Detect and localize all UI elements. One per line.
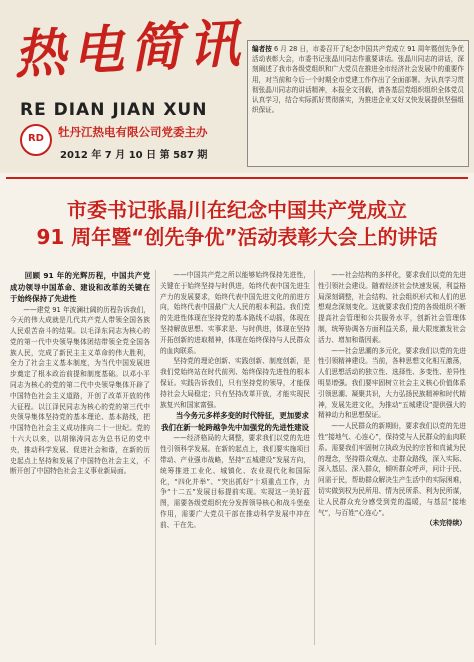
main-headline [0,197,474,251]
editor-note-box [247,40,469,167]
to-be-continued: （未完待续） [425,519,466,528]
article-paragraph-6: ——社会思潮的多元化，要求我们以党的先进性引领精神建设。当前，各种思想文化相互激荡，人们思想活动的独立性、选择性、多变性、差异性明显增强。我们要牢固树立社会主义核心价值体系引领思潮、凝聚共识，大力弘扬民族精神和时代精神，发展先进文化，为推动“五城建设”提供强大的精神动力和思想保证。 [318,346,466,420]
article-column-1 [10,270,150,650]
red-divider [6,177,468,179]
logo-text: RD [27,133,44,144]
sponsor-line: 牡丹江热电有限公司党委主办 [58,125,208,139]
newsletter-pinyin: RE DIAN JIAN XUN [20,100,208,120]
column-rule-2 [314,270,315,645]
article-paragraph-2: ——中国共产党之所以能够始终保持先进性，关键在于始终坚持与时俱进，始终代表中国先进生产力的发展要求，始终代表中国先进文化的前进方向，始终代表中国最广大人民的根本利益。我们党的先进性体现在坚持党的基本路线不动摇，体现在坚持解放思想、实事求是、与时俱进，体现在坚持开拓创新的进取精神，体现在始终保持与人民群众的血肉联系。 [160,271,310,355]
section-heading-2: 当今务元多样多变的时代特征，更加要求我们在新一轮跨越争先中加强党的先进性建设 [161,411,309,432]
article-paragraph-1: ——建党 91 年波澜壮阔的历程告诉我们，今天的伟大成就是几代共产党人带领全国各族人民艰苦奋斗的结果。以毛泽东同志为核心的党的第一代中央领导集体团结带领全党全国各族人民，完成了新民主主义革命的伟大胜利，全力了社会主义基本制度，为当代中国发展进步奠定了根本政治前提和制度基础。以邓小平同志为核心的党的第二代中央领导集体开辟了中国特色社会主义道路，开创了改革开放的伟大征程。以江泽民同志为核心的党的第三代中央领导集体坚持党的基本理论、基本路线，把中国特色社会主义成功推向二十一世纪。党的十六大以来，以胡锦涛同志为总书记的党中央，推动科学发展、促进社会和谐，在新的历史起点上坚持和发展了中国特色社会主义，不断开创了中国特色社会主义事业新局面。 [10,305,150,476]
headline-line-2: 91 周年暨“创先争优”活动表彰大会上的讲话 [36,225,438,249]
issue-date: 2012 年 7 月 10 日 第 587 期 [60,150,208,161]
editor-note-lead: 编者按 [252,45,272,53]
article-paragraph-7: ——人民群众的新期盼，要求我们以党的先进性“接地气、心连心”，保持党与人民群众的血肉联系。需要我们牢固树立执政为民的宗旨和真诚为民的理念，坚持群众观点、走群众路线，深入实际、深入基层、深入群众，倾听群众呼声，问计于民、问需于民，帮助群众解决生产生活中的实际困难，切实做到权为民所用、情为民所系、利为民所谋，让人民群众充分感受到党的温暖，与基层“接地气”，与百姓“心连心”。 [318,422,466,517]
column-rule-1 [155,270,156,645]
masthead [0,0,474,173]
article-paragraph-5: ——社会结构的多样化，要求我们以党的先进性引领社会建设。随着经济社会快速发展，利益格局深刻调整，社会结构、社会组织形式和人们的思想观念深刻变化。这就要求我们党的各级组织不断提高社会管理和公共服务水平，创新社会管理体制，统筹协调各方面利益关系，最大限度激发社会活力、增加和谐因素。 [318,271,466,344]
section-heading-1: 回顾 91 年的光辉历程，中国共产党成功领导中国革命、建设和改革的关键在于始终保持了先进性 [10,271,150,303]
newsletter-title: 热电简讯 [12,12,248,86]
article-paragraph-3: 坚持党的理论创新、实践创新、制度创新，是我们党始终站在时代前列、始终保持先进性的根本保证。实践告诉我们，只有坚持党的领导，才能保持社会大局稳定；只有坚持改革开放，才能实现民族复兴和国家富强。 [160,357,310,409]
editor-note-text: 6 月 28 日，市委召开了纪念中国共产党成立 91 周年暨创先争优活动表彰大会，市委书记张晶川同志作重要讲话。张晶川同志的讲话，深刻阐述了我市各级党组织和广大党员在推进全市经济社会发展中的重要作用，对当前和今后一个时期全市党建工作作出了全面部署。为认真学习贯彻张晶川同志的讲话精神，本报全文刊载，请各基层党组织组织全体党员认真学习，结合实际抓好贯彻落实，为推进企业又好又快发展提供坚强组织保证。 [252,45,464,115]
headline-line-1: 市委书记张晶川在纪念中国共产党成立 [67,198,407,222]
article-column-3 [318,270,466,650]
article-paragraph-4: ——经济格局的大调整，要求我们以党的先进性引领科学发展。在新的起点上，我们要实施项目带动、产业强市战略，坚持“五城建设”发展方向，统筹推进工业化、城镇化、农业现代化和国际化，“四化并举”、“突出抓好”十项重点工作，力争“十二五”发展目标提前实现。实现这一美好蓝图，需要各级党组织充分发挥领导核心和战斗堡垒作用，需要广大党员干部在推动科学发展中冲在前、干在先。 [160,434,310,529]
article-column-2 [160,270,310,650]
company-logo-icon [20,124,52,156]
